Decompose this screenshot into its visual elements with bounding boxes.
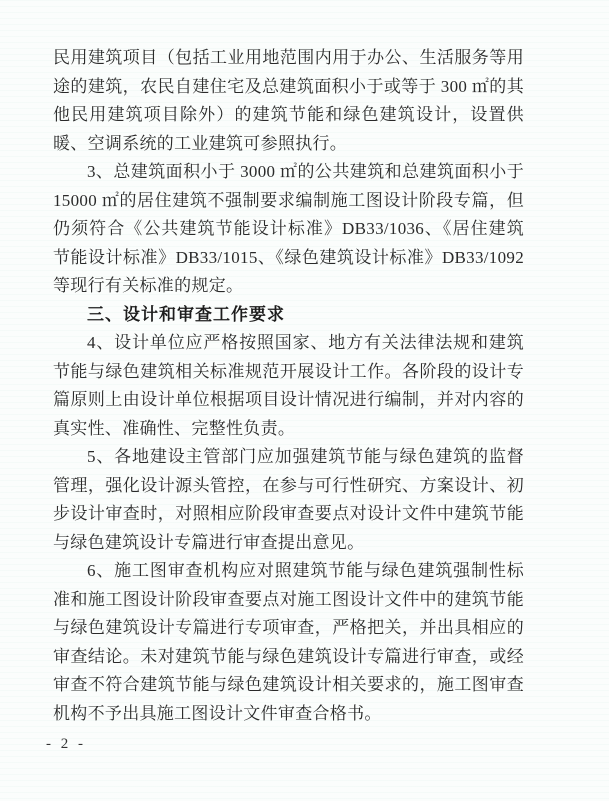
paragraph-item-4: 4、设计单位应严格按照国家、地方有关法律法规和建筑节能与绿色建筑相关标准规范开展设计工作。各阶段的设计专篇原则上由设计单位根据项目设计情况进行编制，并对内容的真实性、准确性、完整性负责。	[53, 333, 524, 438]
section-heading: 三、设计和审查工作要求	[87, 304, 285, 324]
paragraph-item-5: 5、各地建设主管部门应加强建筑节能与绿色建筑的监督管理，强化设计源头管控，在参与可行性研究、方案设计、初步设计审查时，对照相应阶段审查要点对设计文件中建筑节能与绿色建筑设计专篇进行审查提出意见。	[53, 447, 524, 552]
paragraph-item-3: 3、总建筑面积小于 3000 ㎡的公共建筑和总建筑面积小于 15000 ㎡的居住建筑不强制要求编制施工图设计阶段专篇，但仍须符合《公共建筑节能设计标准》DB33/1036、《居住建筑节能设计标准》DB33/1015、《绿色建筑设计标准》DB33/1092 等现行有关标准的规定。	[53, 162, 524, 295]
paragraph-item-6: 6、施工图审查机构应对照建筑节能与绿色建筑强制性标准和施工图设计阶段审查要点对施工图设计文件中的建筑节能与绿色建筑设计专篇进行专项审查，严格把关，并出具相应的审查结论。未对建筑节能与绿色建筑设计专篇进行审查，或经审查不符合建筑节能与绿色建筑设计相关要求的，施工图审查机构不予出具施工图设计文件审查合格书。	[53, 561, 524, 723]
paragraph-continuation: 民用建筑项目（包括工业用地范围内用于办公、生活服务等用途的建筑，农民自建住宅及总建筑面积小于或等于 300 ㎡的其他民用建筑项目除外）的建筑节能和绿色建筑设计，设置供暖、空调系统的工业建筑可参照执行。	[53, 48, 524, 153]
document-body	[53, 44, 524, 728]
page-number: - 2 -	[46, 736, 86, 752]
